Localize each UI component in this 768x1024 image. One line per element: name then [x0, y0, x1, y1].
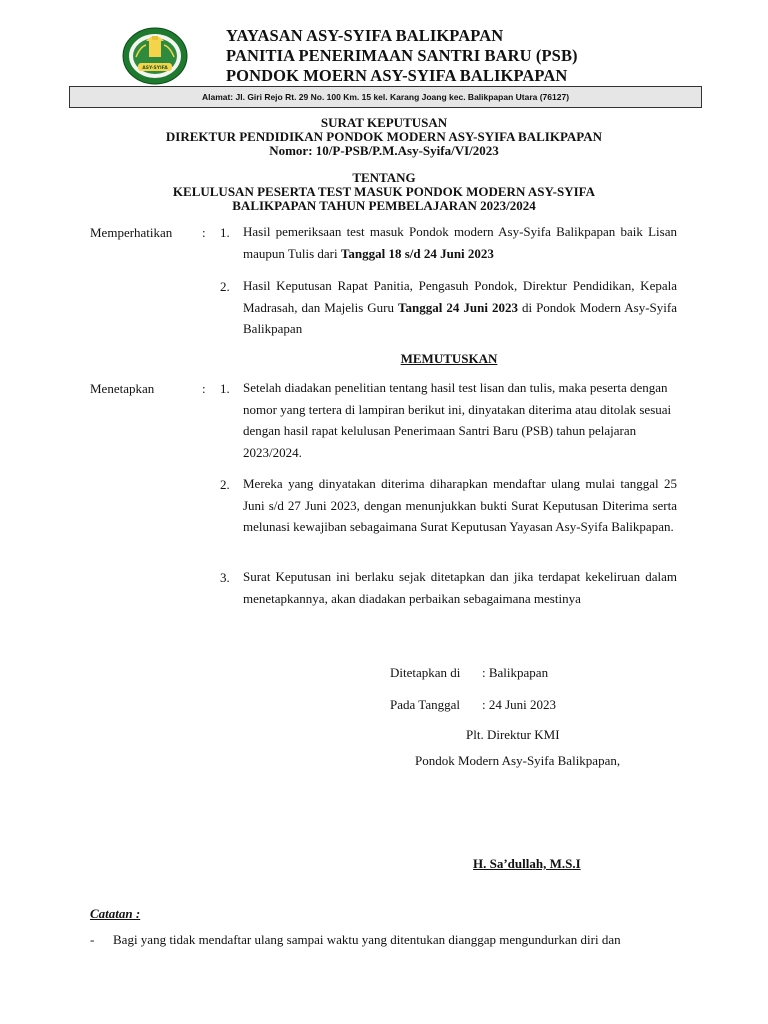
- date-label: Pada Tanggal: [390, 697, 460, 712]
- institution-logo: [122, 27, 188, 85]
- subject-line-1: KELULUSAN PESERTA TEST MASUK PONDOK MODERN ASY-SYIFA: [172, 184, 596, 199]
- place-label: Ditetapkan di: [390, 665, 461, 680]
- title-line-2: DIREKTUR PENDIDIKAN PONDOK MODERN ASY-SYIFA BALIKPAPAN: [165, 129, 603, 144]
- decree-number: Nomor: 10/P-PSB/P.M.Asy-Syifa/VI/2023: [269, 143, 499, 158]
- menetapkan-label: Menetapkan: [90, 381, 155, 396]
- subject-line-2: BALIKPAPAN TAHUN PEMBELAJARAN 2023/2024: [232, 198, 536, 213]
- signer-institution: Pondok Modern Asy-Syifa Balikpapan,: [415, 753, 621, 768]
- memperhatikan-item-2: Hasil Keputusan Rapat Panitia, Pengasuh Pondok, Direktur Pendidikan, Kepala Madrasah, dan Majelis Guru Tanggal 24 Juni 2023 di Pondok Modern Asy-Syifa Balikpapan: [243, 278, 677, 336]
- place-value: : Balikpapan: [482, 665, 549, 680]
- address-box: [69, 86, 702, 108]
- menetapkan-item-1: Setelah diadakan penelitian tentang hasil test lisan dan tulis, maka peserta dengan nomor yang tertera di lampiran berikut ini, dinyatakan diterima atau ditolak sesuai dengan hasil rapat kelulusan Penerimaan Santri Baru (PSB) tahun pelajaran 2023/2024.: [243, 380, 672, 460]
- about-heading: TENTANG: [352, 170, 416, 185]
- memperhatikan-num-2: 2.: [220, 279, 230, 294]
- menetapkan-colon: :: [202, 381, 206, 396]
- svg-text:ASY-SYIFA: ASY-SYIFA: [142, 66, 168, 71]
- menetapkan-item-3: Surat Keputusan ini berlaku sejak ditetapkan dan jika terdapat kekeliruan dalam menetapkannya, akan diadakan perbaikan sebagaimana mestinya: [243, 569, 677, 606]
- memperhatikan-item-1: Hasil pemeriksaan test masuk Pondok modern Asy-Syifa Balikpapan baik Lisan maupun Tulis dari Tanggal 18 s/d 24 Juni 2023: [243, 224, 677, 261]
- memutuskan-heading: MEMUTUSKAN: [400, 351, 498, 366]
- title-line-1: SURAT KEPUTUSAN: [320, 115, 448, 130]
- address-text: Alamat: Jl. Giri Rejo Rt. 29 No. 100 Km. 15 kel. Karang Joang kec. Balikpapan Utara (76127): [201, 92, 570, 102]
- memperhatikan-num-1: 1.: [220, 225, 230, 240]
- menetapkan-num-2: 2.: [220, 477, 230, 492]
- memperhatikan-colon: :: [202, 225, 206, 240]
- menetapkan-item-2: Mereka yang dinyatakan diterima diharapkan mendaftar ulang mulai tanggal 25 Juni s/d 27 Juni 2023, dengan menunjukkan bukti Surat Keputusan Diterima serta melunasi kewajiban sebagaimana Surat Keputusan Yayasan Asy-Syifa Balikpapan.: [243, 476, 677, 534]
- date-value: : 24 Juni 2023: [482, 697, 557, 712]
- letterhead-line-2: PANITIA PENERIMAAN SANTRI BARU (PSB): [226, 46, 578, 65]
- menetapkan-num-1: 1.: [220, 381, 230, 396]
- letterhead-line-1: YAYASAN ASY-SYIFA BALIKPAPAN: [226, 26, 504, 45]
- note-bullet: -: [90, 932, 95, 947]
- memperhatikan-label: Memperhatikan: [90, 225, 173, 240]
- signer-position: Plt. Direktur KMI: [466, 727, 560, 742]
- note-line-1: Bagi yang tidak mendaftar ulang sampai waktu yang ditentukan dianggap mengundurkan diri dan: [113, 932, 621, 947]
- menetapkan-num-3: 3.: [220, 570, 230, 585]
- letterhead-line-3: PONDOK MOERN ASY-SYIFA BALIKPAPAN: [226, 66, 568, 85]
- signer-name: H. Sa’dullah, M.S.I: [473, 856, 581, 871]
- letterhead: [226, 26, 578, 86]
- notes-heading: Catatan :: [90, 906, 141, 921]
